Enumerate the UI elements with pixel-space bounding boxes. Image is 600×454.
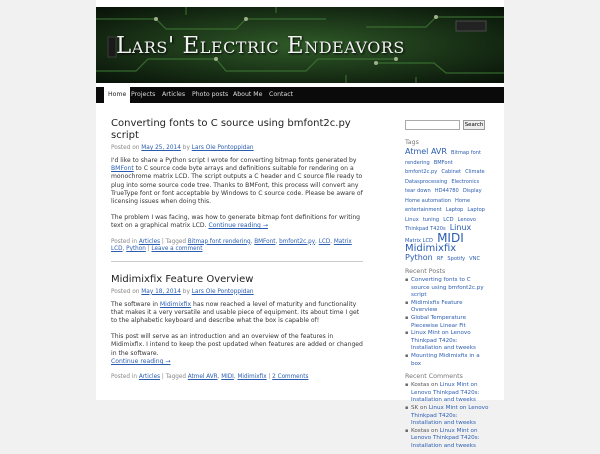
recent-comment bbox=[411, 428, 489, 451]
tag-cloud-link[interactable]: Lenovo bbox=[457, 216, 476, 223]
tag-link[interactable]: LCD bbox=[318, 238, 331, 245]
tag-cloud-link[interactable]: Home entertainment bbox=[405, 197, 471, 213]
recent-post-link[interactable]: ▪ Linux Mint on Lenovo Thinkpad T420s: Installation and tweeks bbox=[411, 330, 489, 353]
main-content bbox=[111, 118, 363, 382]
recent-comments-list bbox=[405, 382, 489, 450]
posted-on-label: Posted on bbox=[111, 145, 140, 151]
tag-cloud-link[interactable]: HD44780 bbox=[434, 188, 459, 194]
tag-cloud-link[interactable]: Python bbox=[405, 252, 433, 262]
tag-cloud-link[interactable]: VNC bbox=[469, 255, 481, 262]
tag-cloud-link[interactable]: Midimixfix bbox=[405, 243, 457, 254]
posted-in-label: Posted in bbox=[111, 238, 138, 245]
comments-link[interactable]: 2 Comments bbox=[272, 374, 309, 381]
comment-post-link[interactable]: Linux Mint on Lenovo Thinkpad T420s: Installation and tweeks bbox=[411, 404, 489, 427]
tag-link[interactable]: bmfont2c.py bbox=[279, 238, 316, 245]
comment-author: SK bbox=[411, 404, 419, 411]
page-wrapper bbox=[96, 0, 504, 449]
post-paragraph bbox=[111, 214, 363, 230]
recent-posts-list bbox=[405, 277, 489, 368]
tag-link[interactable]: Atmel AVR bbox=[187, 374, 218, 381]
tag-link[interactable]: BMFont bbox=[254, 238, 276, 245]
comment-post-link[interactable]: Linux Mint on Lenovo Thinkpad T420s: Installation and tweeks bbox=[411, 427, 480, 449]
paragraph-text: The software in bbox=[111, 300, 160, 308]
site-title[interactable]: Lars' Electric Endeavors bbox=[116, 33, 405, 59]
on-label: on bbox=[431, 382, 439, 389]
sidebar bbox=[405, 120, 489, 454]
tag-cloud-link[interactable]: Climate bbox=[465, 169, 485, 175]
post-footer-meta: Posted in Articles | Tagged Atmel AVR, MIDI, Midimixfix | 2 Comments bbox=[111, 374, 309, 381]
tag-cloud-link[interactable]: Laptop bbox=[467, 207, 485, 213]
recent-post-link[interactable]: ▪ Mounting Midimixfix in a box bbox=[411, 353, 489, 368]
tag-cloud-link[interactable]: tuning bbox=[422, 216, 440, 223]
comment-post-link[interactable]: Linux Mint on Lenovo Thinkpad T420s: Installation and tweeks bbox=[411, 382, 480, 404]
tag-cloud-link[interactable]: MIDI bbox=[437, 230, 464, 245]
tag-cloud-link[interactable]: Thinkpad T420s bbox=[405, 226, 446, 232]
tag-cloud-link[interactable]: Display bbox=[462, 188, 482, 194]
posted-on-label: Posted on bbox=[111, 288, 140, 295]
tagged-label: Tagged bbox=[165, 374, 186, 381]
comment-author: Kostas bbox=[411, 427, 430, 434]
tag-cloud-link[interactable]: Matrix LCD bbox=[405, 237, 433, 244]
recent-post-link[interactable]: ▪ Converting fonts to C source using bmfont2c.py script bbox=[411, 277, 489, 300]
tag-cloud-link[interactable]: LCD bbox=[443, 216, 454, 223]
search-button[interactable]: Search bbox=[464, 122, 484, 128]
post-date-link[interactable]: May 18, 2014 bbox=[141, 288, 181, 295]
header-banner bbox=[96, 7, 504, 83]
search-input[interactable] bbox=[405, 120, 460, 130]
tags-widget-title: Tags bbox=[405, 139, 419, 146]
tag-cloud-link[interactable]: Home automation bbox=[405, 197, 451, 204]
recent-comment bbox=[411, 382, 489, 405]
by-label: by bbox=[182, 145, 190, 151]
tag-cloud-link[interactable]: BMFont bbox=[433, 159, 453, 166]
continue-reading-link[interactable]: Continue reading → bbox=[208, 222, 268, 230]
paragraph-text: has now reached a level of maturity and functionality that makes it a very versatile and usable piece of equipment. Its about time I get to the alphabetic keyboard and describe what the box is capable of! bbox=[111, 300, 360, 325]
tag-link[interactable]: Matrix LCD bbox=[111, 238, 352, 253]
tag-cloud-link[interactable]: Atmel AVR bbox=[405, 147, 447, 156]
tag-link[interactable]: MIDI bbox=[221, 374, 234, 381]
tag-cloud bbox=[405, 148, 489, 263]
nav-home[interactable]: Home bbox=[104, 87, 130, 103]
tag-link[interactable]: Midimixfix bbox=[237, 374, 267, 381]
post-meta bbox=[111, 145, 363, 152]
nav-about-me[interactable]: About Me bbox=[233, 91, 263, 98]
tag-cloud-link[interactable]: Bitmap font rendering bbox=[405, 150, 482, 166]
post-separator bbox=[111, 261, 363, 262]
tag-cloud-link[interactable]: bmfont2c.py bbox=[405, 169, 438, 175]
recent-post-link[interactable]: ▪ Global Temperature Piecewise Linear Fit bbox=[411, 315, 489, 330]
bmfont-link[interactable]: BMFont bbox=[111, 165, 134, 173]
paragraph-text: This post will serve as an introduction and an overview of the features in Midimixfix. I intend to keep the post updated when features are added or changed in the software. bbox=[111, 333, 363, 357]
post-paragraph bbox=[111, 333, 363, 366]
midimixfix-link[interactable]: Midimixfix bbox=[159, 300, 192, 308]
tagged-label: Tagged bbox=[165, 238, 186, 245]
post-paragraph bbox=[111, 157, 363, 206]
post-title[interactable]: Midimixfix Feature Overview bbox=[111, 273, 254, 285]
comments-link[interactable]: Leave a comment bbox=[151, 246, 203, 253]
category-link[interactable]: Articles bbox=[138, 238, 161, 245]
paragraph-text: I'd like to share a Python script I wrote for converting bitmap fonts generated by bbox=[111, 157, 357, 164]
recent-comments-title: Recent Comments bbox=[405, 373, 463, 381]
post-meta bbox=[111, 289, 363, 296]
post-author-link[interactable]: Lars Ole Pontoppidan bbox=[191, 288, 254, 295]
tag-link[interactable]: Python bbox=[126, 246, 146, 253]
on-label: on bbox=[420, 404, 427, 411]
nav-projects[interactable]: Projects bbox=[131, 91, 156, 98]
recent-posts-title: Recent Posts bbox=[405, 268, 446, 275]
nav-articles[interactable]: Articles bbox=[162, 91, 186, 98]
post-article bbox=[111, 118, 363, 254]
posted-in-label: Posted in bbox=[111, 374, 138, 381]
tag-cloud-link[interactable]: RF bbox=[436, 255, 444, 262]
main-navigation bbox=[96, 87, 504, 103]
tag-cloud-link[interactable]: Linux bbox=[405, 216, 419, 223]
tag-cloud-link[interactable]: Cabinet bbox=[441, 169, 462, 175]
continue-reading-link[interactable]: Continue reading → bbox=[111, 357, 171, 365]
recent-comment bbox=[411, 405, 489, 428]
nav-contact[interactable]: Contact bbox=[269, 91, 294, 98]
tag-cloud-link[interactable]: Spotify bbox=[447, 255, 466, 262]
post-footer-meta: Posted in Articles | Tagged Bitmap font rendering, BMFont, bmfont2c.py, LCD, Matrix LCD, Python | Leave a comment bbox=[111, 238, 352, 253]
recent-post-link[interactable]: ▪ Midimixfix Feature Overview bbox=[411, 300, 489, 315]
post-date-link[interactable]: May 25, 2014 bbox=[141, 145, 181, 151]
paragraph-text: to C source code byte arrays and definitions suitable for rendering on a monochrome matrix LCD. The script outputs a C header and C source file ready to plug into some source code tree. Thanks to BMFont, this process will convert any TrueType font or font acceptable by Windows to C source code. Please be aware of licensing issues when doing this. bbox=[111, 165, 363, 206]
post-article bbox=[111, 274, 363, 382]
search-form bbox=[405, 120, 489, 130]
category-link[interactable]: Articles bbox=[138, 374, 161, 381]
tag-cloud-link[interactable]: Laptop bbox=[445, 207, 464, 213]
post-paragraph bbox=[111, 301, 363, 326]
nav-photo-posts[interactable]: Photo posts bbox=[192, 91, 229, 98]
comment-author: Kostas bbox=[411, 382, 430, 389]
tag-cloud-link[interactable]: tear down bbox=[405, 188, 431, 194]
tag-link[interactable]: Bitmap font rendering bbox=[187, 238, 251, 245]
post-title[interactable]: Converting fonts to C source using bmfont2c.py script bbox=[111, 118, 351, 141]
tag-cloud-link[interactable]: Datasprocessing bbox=[405, 178, 448, 185]
tag-cloud-link[interactable]: Linux bbox=[449, 223, 472, 232]
on-label: on bbox=[431, 427, 439, 434]
by-label: by bbox=[182, 288, 190, 295]
post-author-link[interactable]: Lars Ole Pontoppidan bbox=[191, 145, 254, 151]
tag-cloud-link[interactable]: Electronics bbox=[451, 178, 480, 185]
paragraph-text: The problem I was facing, was how to generate bitmap font definitions for writing text on a graphical matrix LCD. bbox=[111, 214, 361, 230]
